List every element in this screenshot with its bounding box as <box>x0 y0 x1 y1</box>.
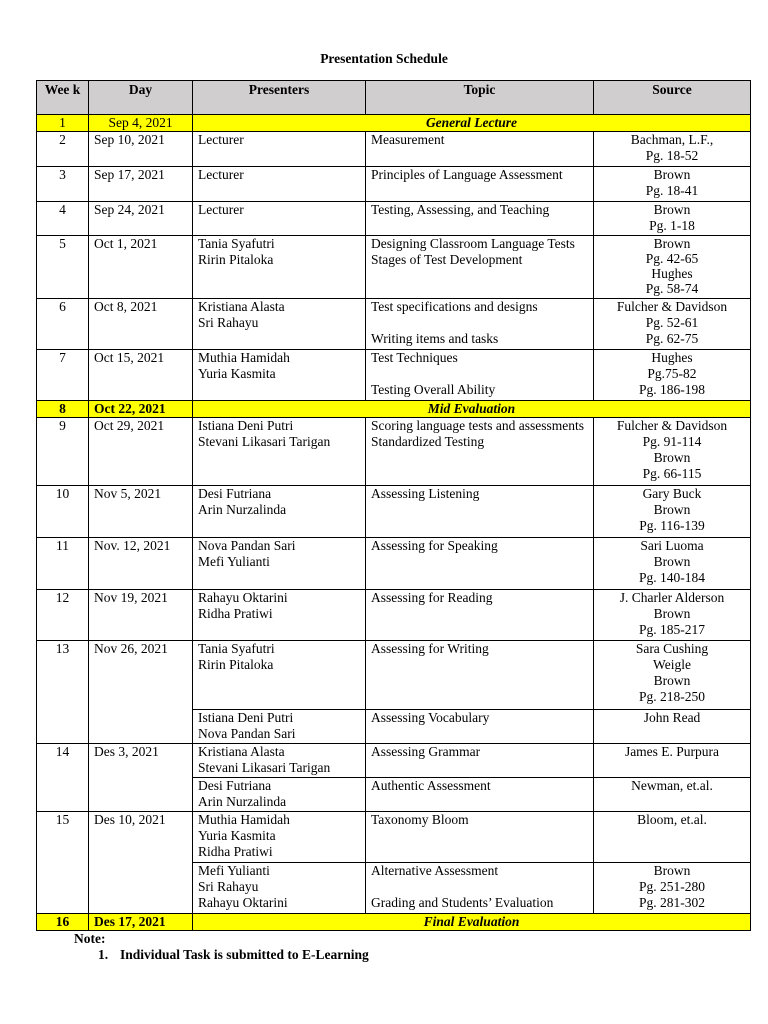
topic-text: Taxonomy Bloom <box>371 812 469 827</box>
presenters-cell <box>193 486 366 538</box>
presenters-cell <box>193 350 366 401</box>
topic-text: Assessing Grammar <box>371 744 481 759</box>
table-row <box>37 236 751 299</box>
topic-cell <box>366 863 594 914</box>
source-text: Gary Buck <box>642 486 702 501</box>
week-cell: 3 <box>37 167 89 202</box>
table-row <box>37 299 751 350</box>
week-cell: 1 <box>37 115 89 132</box>
presenters-cell <box>193 132 366 167</box>
topic-cell <box>366 538 594 590</box>
table-header-row <box>37 81 751 115</box>
source-cell <box>594 350 751 401</box>
week-cell: 5 <box>37 236 89 299</box>
source-cell <box>594 299 751 350</box>
event-cell: Mid Evaluation <box>193 401 751 418</box>
source-text: Pg. 66-115 <box>642 466 702 481</box>
topic-cell <box>366 590 594 641</box>
day-cell: Nov 26, 2021 <box>89 641 193 744</box>
topic-text: Scoring language tests and assessments <box>371 418 584 433</box>
week-cell: 7 <box>37 350 89 401</box>
page-title: Presentation Schedule <box>320 51 448 66</box>
source-text: Pg. 42-65 <box>645 251 699 266</box>
header-source: Source <box>594 81 751 115</box>
presenter-name: Istiana Deni Putri <box>198 418 294 433</box>
presenter-name: Ririn Pitaloka <box>198 252 274 267</box>
note-label: Note: <box>74 931 106 946</box>
table-row <box>37 401 751 418</box>
week-cell: 9 <box>37 418 89 486</box>
presenters-cell <box>193 418 366 486</box>
topic-cell <box>366 812 594 863</box>
source-cell <box>594 486 751 538</box>
topic-text: Principles of Language Assessment <box>371 167 563 182</box>
day-cell: Des 10, 2021 <box>89 812 193 914</box>
table-row <box>37 350 751 401</box>
week-cell: 2 <box>37 132 89 167</box>
table-row <box>37 914 751 931</box>
day-cell: Nov. 12, 2021 <box>89 538 193 590</box>
table-row <box>37 132 751 167</box>
source-text: J. Charler Alderson <box>619 590 725 605</box>
source-cell <box>594 778 751 812</box>
header-day: Day <box>89 81 193 115</box>
source-cell <box>594 641 751 710</box>
day-cell: Sep 10, 2021 <box>89 132 193 167</box>
source-text: Brown <box>653 236 691 251</box>
table-row <box>37 744 751 778</box>
topic-cell <box>366 778 594 812</box>
table-row <box>37 812 751 863</box>
day-cell: Oct 22, 2021 <box>89 401 193 418</box>
presenters-cell <box>193 167 366 202</box>
source-text: Fulcher & Davidson <box>616 299 728 314</box>
table-row <box>37 486 751 538</box>
presenter-name: Yuria Kasmita <box>198 828 276 843</box>
topic-cell <box>366 167 594 202</box>
source-cell <box>594 236 751 299</box>
source-cell <box>594 132 751 167</box>
presenters-cell <box>193 778 366 812</box>
presenter-name: Stevani Likasari Tarigan <box>198 760 331 775</box>
topic-text: Assessing for Speaking <box>371 538 498 553</box>
source-cell <box>594 744 751 778</box>
source-text: Brown <box>653 502 691 517</box>
week-cell: 10 <box>37 486 89 538</box>
source-text: Pg.75-82 <box>647 366 697 381</box>
presenter-name: Yuria Kasmita <box>198 366 276 381</box>
topic-cell <box>366 418 594 486</box>
source-cell <box>594 418 751 486</box>
presenter-name: Kristiana Alasta <box>198 744 285 759</box>
topic-text: Designing Classroom Language Tests <box>371 236 575 251</box>
topic-cell <box>366 299 594 350</box>
source-text: Pg. 251-280 <box>638 879 705 894</box>
source-text: Pg. 281-302 <box>638 895 705 910</box>
source-text: Bloom, et.al. <box>637 812 707 827</box>
day-cell: Sep 24, 2021 <box>89 202 193 236</box>
topic-text: Assessing for Reading <box>371 590 493 605</box>
source-text: Newman, et.al. <box>631 778 713 793</box>
day-cell: Nov 5, 2021 <box>89 486 193 538</box>
note-item-number: 1. <box>98 947 109 962</box>
day-cell: Nov 19, 2021 <box>89 590 193 641</box>
presenter-name: Kristiana Alasta <box>198 299 285 314</box>
day-cell: Oct 29, 2021 <box>89 418 193 486</box>
topic-text: Standardized Testing <box>371 434 485 449</box>
source-text: Pg. 58-74 <box>645 281 699 296</box>
topic-cell <box>366 486 594 538</box>
source-text: Brown <box>653 673 691 688</box>
presenter-name: Arin Nurzalinda <box>198 502 287 517</box>
topic-text: Alternative Assessment <box>371 863 499 878</box>
presenter-name: Ririn Pitaloka <box>198 657 274 672</box>
header-presenters: Presenters <box>193 81 366 115</box>
day-cell: Des 17, 2021 <box>89 914 193 931</box>
week-cell: 12 <box>37 590 89 641</box>
presenter-name: Rahayu Oktarini <box>198 590 288 605</box>
source-cell <box>594 202 751 236</box>
topic-cell <box>366 202 594 236</box>
topic-cell <box>366 350 594 401</box>
presenter-name: Ridha Pratiwi <box>198 606 273 621</box>
table-row <box>37 538 751 590</box>
source-text: Brown <box>653 554 691 569</box>
source-text: Pg. 62-75 <box>645 331 699 346</box>
week-cell: 4 <box>37 202 89 236</box>
topic-text: Stages of Test Development <box>371 252 523 267</box>
topic-cell <box>366 710 594 744</box>
presenter-name: Muthia Hamidah <box>198 350 290 365</box>
source-cell <box>594 590 751 641</box>
presenter-name: Stevani Likasari Tarigan <box>198 434 331 449</box>
topic-cell <box>366 641 594 710</box>
schedule-table <box>36 80 751 931</box>
source-text: Sari Luoma <box>640 538 704 553</box>
presenter-name: Lecturer <box>198 132 244 147</box>
source-cell <box>594 863 751 914</box>
source-text: John Read <box>643 710 701 725</box>
source-text: Pg. 185-217 <box>638 622 705 637</box>
presenter-name: Sri Rahayu <box>198 879 259 894</box>
topic-cell <box>366 236 594 299</box>
presenters-cell <box>193 202 366 236</box>
topic-text: Grading and Students’ Evaluation <box>371 895 554 910</box>
topic-text: Test specifications and designs <box>371 299 538 314</box>
event-cell: Final Evaluation <box>193 914 751 931</box>
source-text: Pg. 18-52 <box>645 148 699 163</box>
source-text: Pg. 140-184 <box>638 570 705 585</box>
source-text: Pg. 18-41 <box>645 183 699 198</box>
table-row <box>37 418 751 486</box>
source-text: Hughes <box>651 266 693 281</box>
presenters-cell <box>193 744 366 778</box>
presenter-name: Rahayu Oktarini <box>198 895 288 910</box>
presenter-name: Lecturer <box>198 202 244 217</box>
topic-cell <box>366 132 594 167</box>
presenters-cell <box>193 538 366 590</box>
source-cell <box>594 538 751 590</box>
presenter-name: Sri Rahayu <box>198 315 259 330</box>
week-cell: 6 <box>37 299 89 350</box>
presenters-cell <box>193 863 366 914</box>
source-text: Weigle <box>653 657 691 672</box>
day-cell: Oct 1, 2021 <box>89 236 193 299</box>
topic-text: Test Techniques <box>371 350 458 365</box>
presenters-cell <box>193 812 366 863</box>
week-cell: 11 <box>37 538 89 590</box>
presenters-cell <box>193 641 366 710</box>
presenter-name: Lecturer <box>198 167 244 182</box>
presenters-cell <box>193 710 366 744</box>
source-text: Bachman, L.F., <box>630 132 714 147</box>
header-week: Wee k <box>37 81 89 115</box>
presenter-name: Desi Futriana <box>198 486 272 501</box>
day-cell: Sep 4, 2021 <box>89 115 193 132</box>
presenter-name: Nova Pandan Sari <box>198 726 296 741</box>
source-text: Brown <box>653 863 691 878</box>
topic-text: Assessing Vocabulary <box>371 710 490 725</box>
table-row <box>37 167 751 202</box>
header-topic: Topic <box>366 81 594 115</box>
presenter-name: Nova Pandan Sari <box>198 538 296 553</box>
day-cell: Sep 17, 2021 <box>89 167 193 202</box>
topic-text: Assessing Listening <box>371 486 480 501</box>
day-cell: Oct 15, 2021 <box>89 350 193 401</box>
source-text: Fulcher & Davidson <box>616 418 728 433</box>
presenters-cell <box>193 590 366 641</box>
presenter-name: Istiana Deni Putri <box>198 710 294 725</box>
source-text: Brown <box>653 606 691 621</box>
source-text: Pg. 1-18 <box>649 218 695 233</box>
week-cell: 16 <box>37 914 89 931</box>
source-text: Hughes <box>651 350 693 365</box>
source-text: Pg. 91-114 <box>642 434 702 449</box>
presenter-name: Tania Syafutri <box>198 236 275 251</box>
week-cell: 13 <box>37 641 89 744</box>
week-cell: 8 <box>37 401 89 418</box>
week-cell: 14 <box>37 744 89 812</box>
topic-cell <box>366 744 594 778</box>
presenter-name: Mefi Yulianti <box>198 863 270 878</box>
source-text: Pg. 116-139 <box>639 518 705 533</box>
presenters-cell <box>193 299 366 350</box>
presenter-name: Desi Futriana <box>198 778 272 793</box>
source-text: James E. Purpura <box>624 744 720 759</box>
presenter-name: Muthia Hamidah <box>198 812 290 827</box>
source-cell <box>594 167 751 202</box>
source-text: Brown <box>653 450 691 465</box>
source-cell <box>594 710 751 744</box>
note-item-text: Individual Task is submitted to E-Learning <box>120 947 369 962</box>
source-text: Brown <box>653 167 691 182</box>
table-row <box>37 115 751 132</box>
table-row <box>37 641 751 710</box>
topic-text: Assessing for Writing <box>371 641 489 656</box>
source-text: Pg. 52-61 <box>645 315 699 330</box>
topic-text: Testing, Assessing, and Teaching <box>371 202 550 217</box>
table-row <box>37 202 751 236</box>
source-text: Pg. 218-250 <box>638 689 705 704</box>
event-cell: General Lecture <box>193 115 751 132</box>
week-cell: 15 <box>37 812 89 914</box>
presenter-name: Arin Nurzalinda <box>198 794 287 809</box>
source-text: Sara Cushing <box>635 641 709 656</box>
presenter-name: Tania Syafutri <box>198 641 275 656</box>
note-item <box>98 947 369 963</box>
source-cell <box>594 812 751 863</box>
day-cell: Oct 8, 2021 <box>89 299 193 350</box>
source-text: Brown <box>653 202 691 217</box>
source-text: Pg. 186-198 <box>638 382 705 397</box>
presenters-cell <box>193 236 366 299</box>
presenter-name: Ridha Pratiwi <box>198 844 273 859</box>
presenter-name: Mefi Yulianti <box>198 554 270 569</box>
topic-text: Measurement <box>371 132 445 147</box>
topic-text: Testing Overall Ability <box>371 382 496 397</box>
topic-text: Authentic Assessment <box>371 778 491 793</box>
topic-text: Writing items and tasks <box>371 331 499 346</box>
table-row <box>37 590 751 641</box>
day-cell: Des 3, 2021 <box>89 744 193 812</box>
